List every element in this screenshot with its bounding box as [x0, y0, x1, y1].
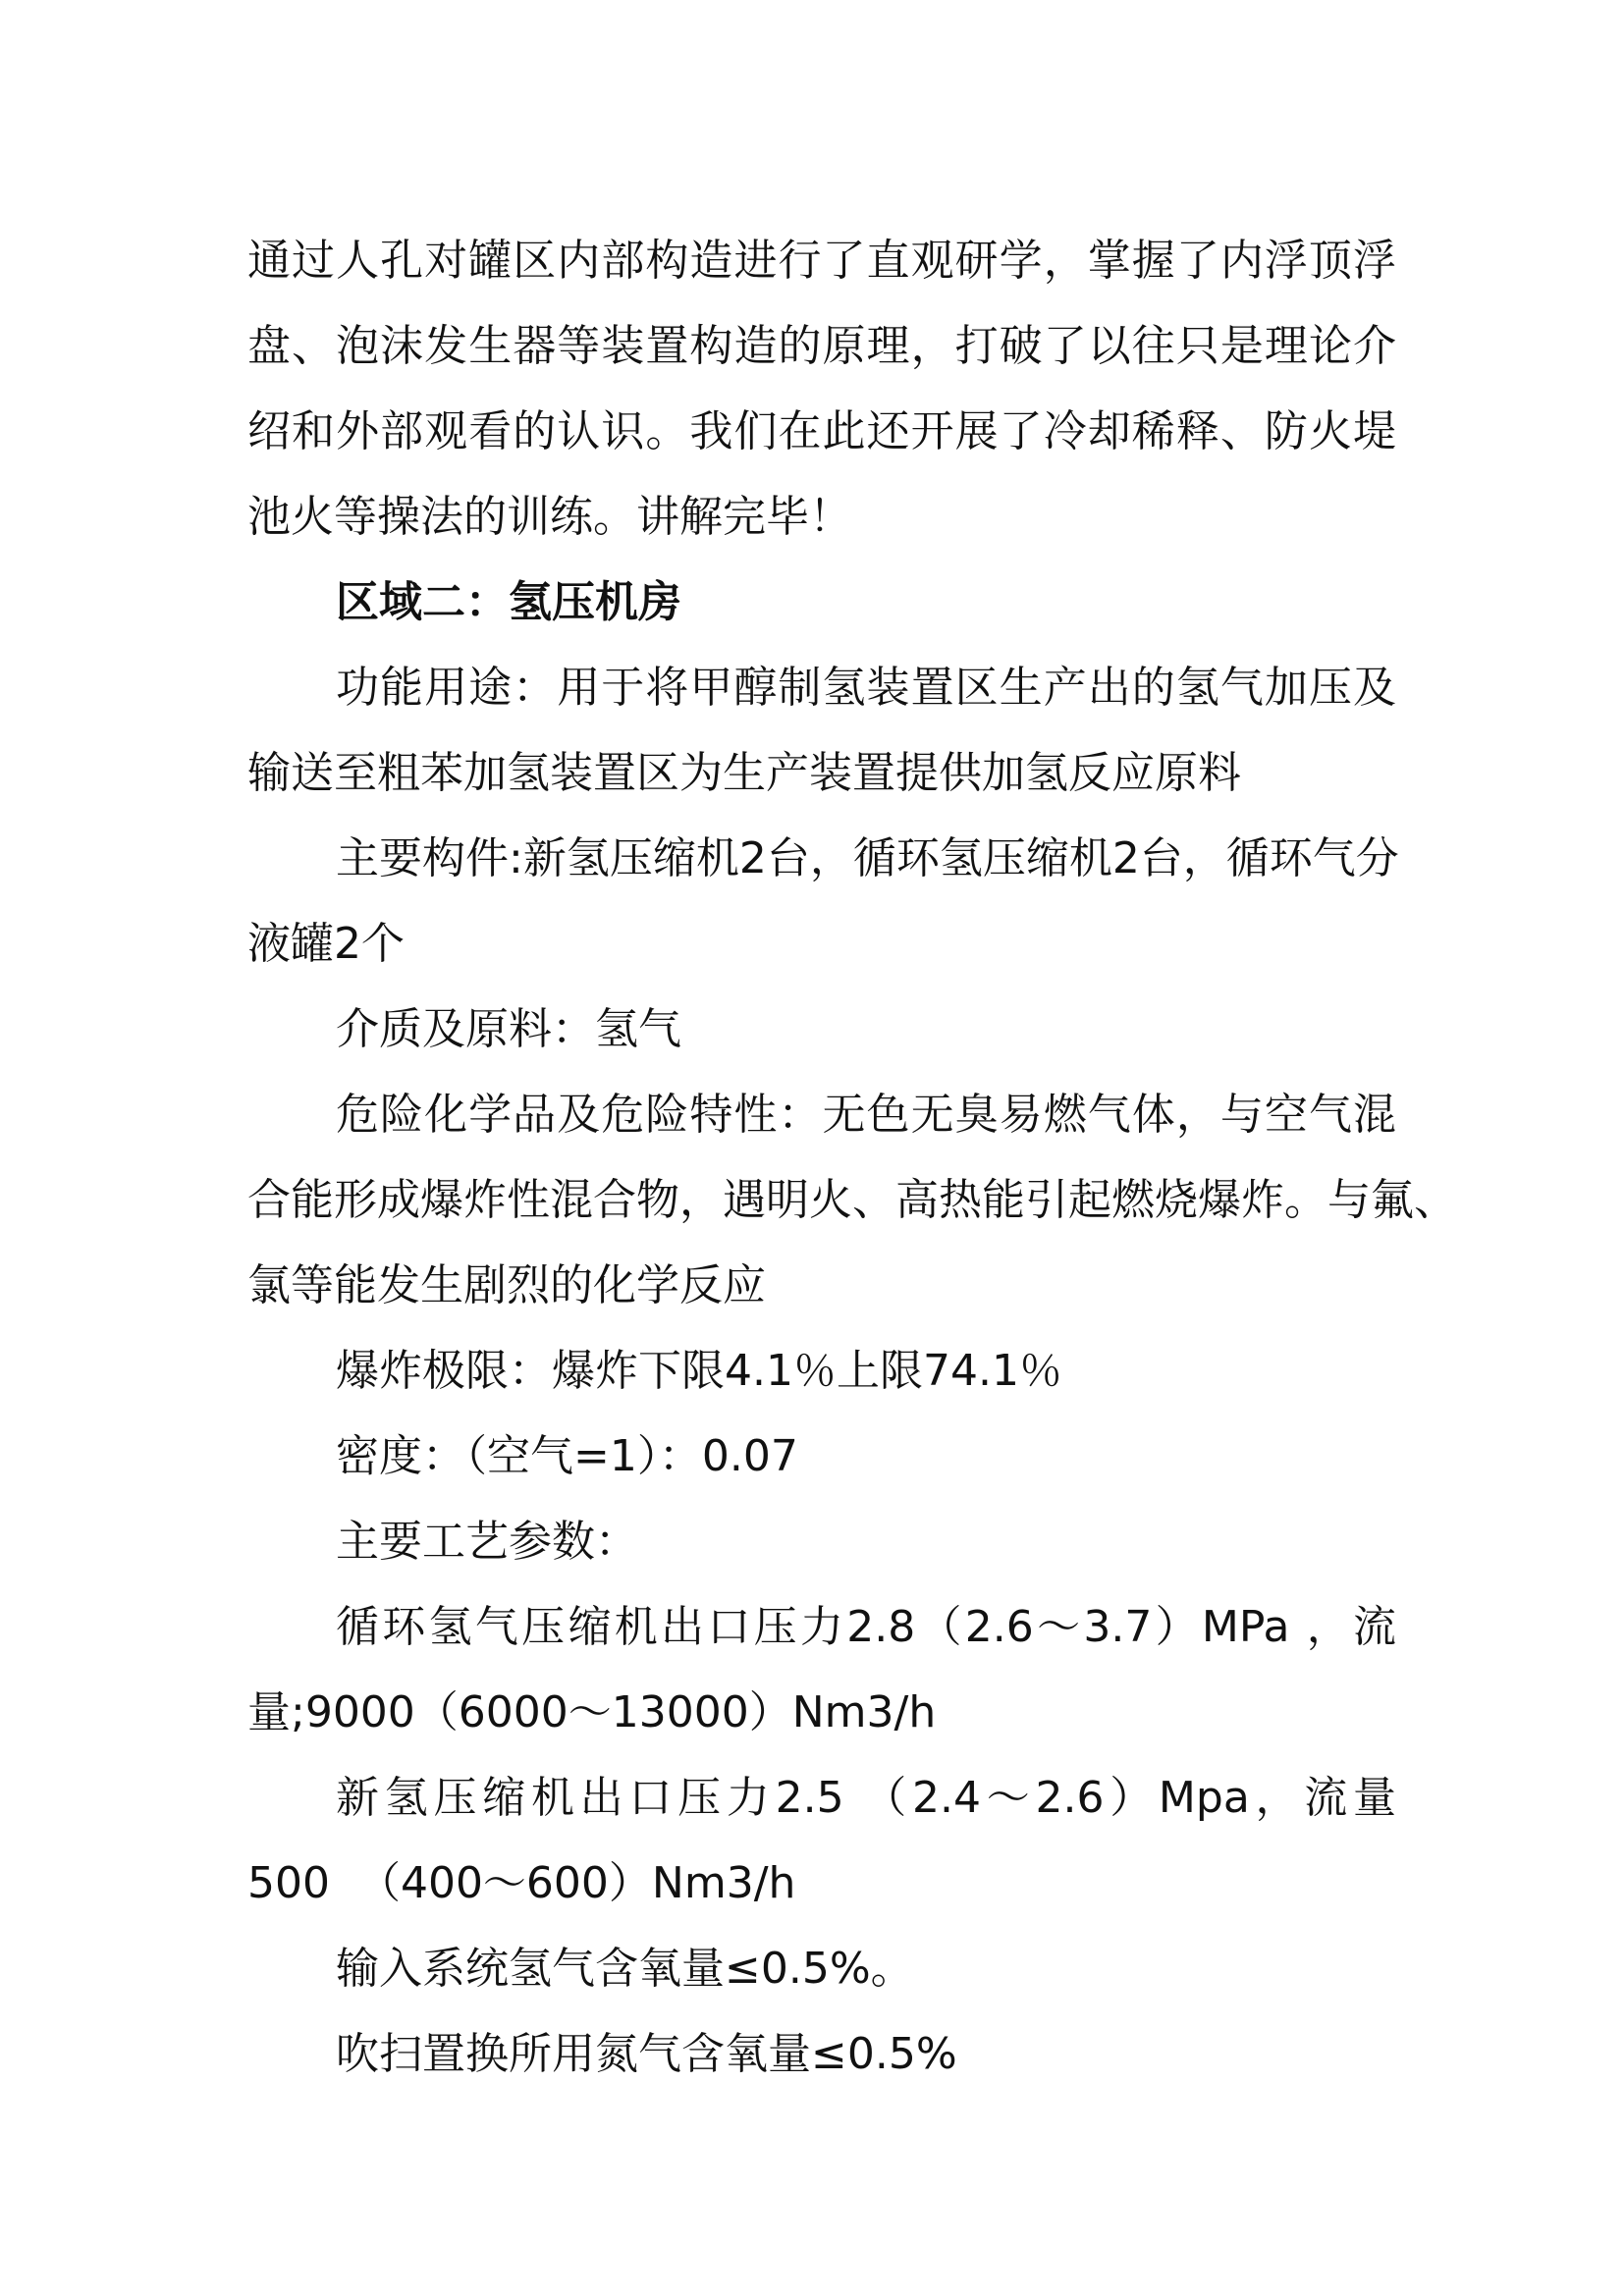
paragraph-line: 新氢压缩机出口压力2.5 （2.4～2.6）Mpa，流量: [336, 1773, 1396, 1823]
paragraph-line: 盘、泡沫发生器等装置构造的原理，打破了以往只是理论介: [247, 321, 1396, 371]
paragraph-line: 通过人孔对罐区内部构造进行了直观研学，掌握了内浮顶浮: [247, 236, 1396, 286]
paragraph-line: 氯等能发生剧烈的化学反应: [247, 1260, 766, 1310]
paragraph-line: 合能形成爆炸性混合物，遇明火、高热能引起燃烧爆炸。与氟、: [247, 1175, 1457, 1225]
paragraph-line: 500 （400～600）Nm3/h: [247, 1858, 796, 1908]
paragraph-line: 主要工艺参数：: [336, 1517, 638, 1567]
paragraph-line: 输入系统氢气含氧量≤0.5%。: [336, 1944, 914, 1994]
paragraph-line: 量;9000（6000～13000）Nm3/h: [247, 1687, 937, 1737]
paragraph-line: 危险化学品及危险特性：无色无臭易燃气体，与空气混: [336, 1090, 1396, 1140]
paragraph-line: 池火等操法的训练。讲解完毕！: [247, 492, 852, 542]
paragraph-line: 爆炸极限：爆炸下限4.1％上限74.1％: [336, 1346, 1062, 1396]
paragraph-line: 输送至粗苯加氢装置区为生产装置提供加氢反应原料: [247, 748, 1241, 798]
section-heading: 区域二：氢压机房: [336, 577, 681, 627]
paragraph-line: 液罐2个: [247, 919, 405, 969]
paragraph-line: 循环氢气压缩机出口压力2.8（2.6～3.7）MPa ，流: [336, 1602, 1396, 1652]
document-page: [247, 218, 1457, 2097]
paragraph-line: 介质及原料：氢气: [336, 1004, 681, 1054]
paragraph-line: 吹扫置换所用氮气含氧量≤0.5%: [336, 2029, 957, 2079]
paragraph-line: 密度：（空气=1）：0.07: [336, 1431, 798, 1481]
paragraph-line: 功能用途：用于将甲醇制氢装置区生产出的氢气加压及: [336, 663, 1396, 713]
paragraph-line: 主要构件:新氢压缩机2台，循环氢压缩机2台，循环气分: [336, 833, 1399, 883]
paragraph-line: 绍和外部观看的认识。我们在此还开展了冷却稀释、防火堤: [247, 406, 1396, 456]
